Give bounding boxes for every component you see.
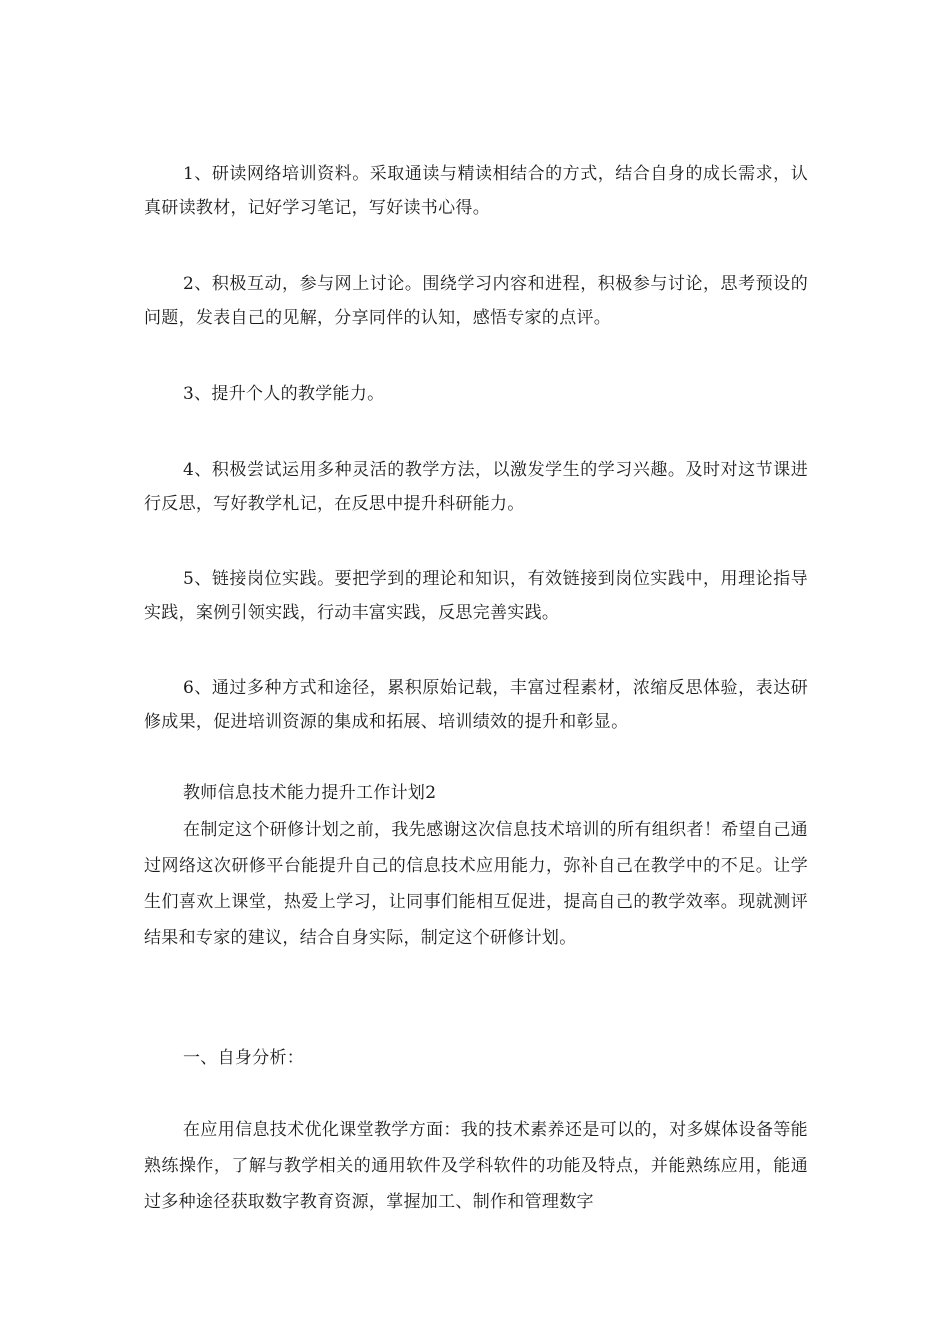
paragraph-6: 6、通过多种方式和途径，累积原始记载，丰富过程素材，浓缩反思体验，表达研修成果，促进培训资源的集成和拓展、培训绩效的提升和彰显。 xyxy=(144,678,808,732)
intro-paragraph: 在制定这个研修计划之前，我先感谢这次信息技术培训的所有组织者！希望自己通过网络这次研修平台能提升自己的信息技术应用能力，弥补自己在教学中的不足。让学生们喜欢上课堂，热爱上学习，让同事们能相互促进，提高自己的教学效率。现就测评结果和专家的建议，结合自身实际，制定这个研修计划。 xyxy=(144,820,808,948)
paragraph-3: 3、提升个人的教学能力。 xyxy=(183,384,385,404)
paragraph-5: 5、链接岗位实践。要把学到的理论和知识，有效链接到岗位实践中，用理论指导实践，案例引领实践，行动丰富实践，反思完善实践。 xyxy=(144,569,808,623)
paragraph-1: 1、研读网络培训资料。采取通读与精读相结合的方式，结合自身的成长需求，认真研读教材，记好学习笔记，写好读书心得。 xyxy=(144,164,808,218)
paragraph-2: 2、积极互动，参与网上讨论。围绕学习内容和进程，积极参与讨论，思考预设的问题，发表自己的见解，分享同伴的认知，感悟专家的点评。 xyxy=(144,274,808,328)
section-title: 教师信息技术能力提升工作计划2 xyxy=(183,783,437,803)
analysis-paragraph: 在应用信息技术优化课堂教学方面：我的技术素养还是可以的，对多媒体设备等能熟练操作，了解与教学相关的通用软件及学科软件的功能及特点，并能熟练应用，能通过多种途径获取数字教育资源，掌握加工、制作和管理数字 xyxy=(144,1120,808,1212)
paragraph-4: 4、积极尝试运用多种灵活的教学方法，以激发学生的学习兴趣。及时对这节课进行反思，写好教学札记，在反思中提升科研能力。 xyxy=(144,460,808,514)
subheading-self-analysis: 一、自身分析： xyxy=(183,1048,305,1068)
